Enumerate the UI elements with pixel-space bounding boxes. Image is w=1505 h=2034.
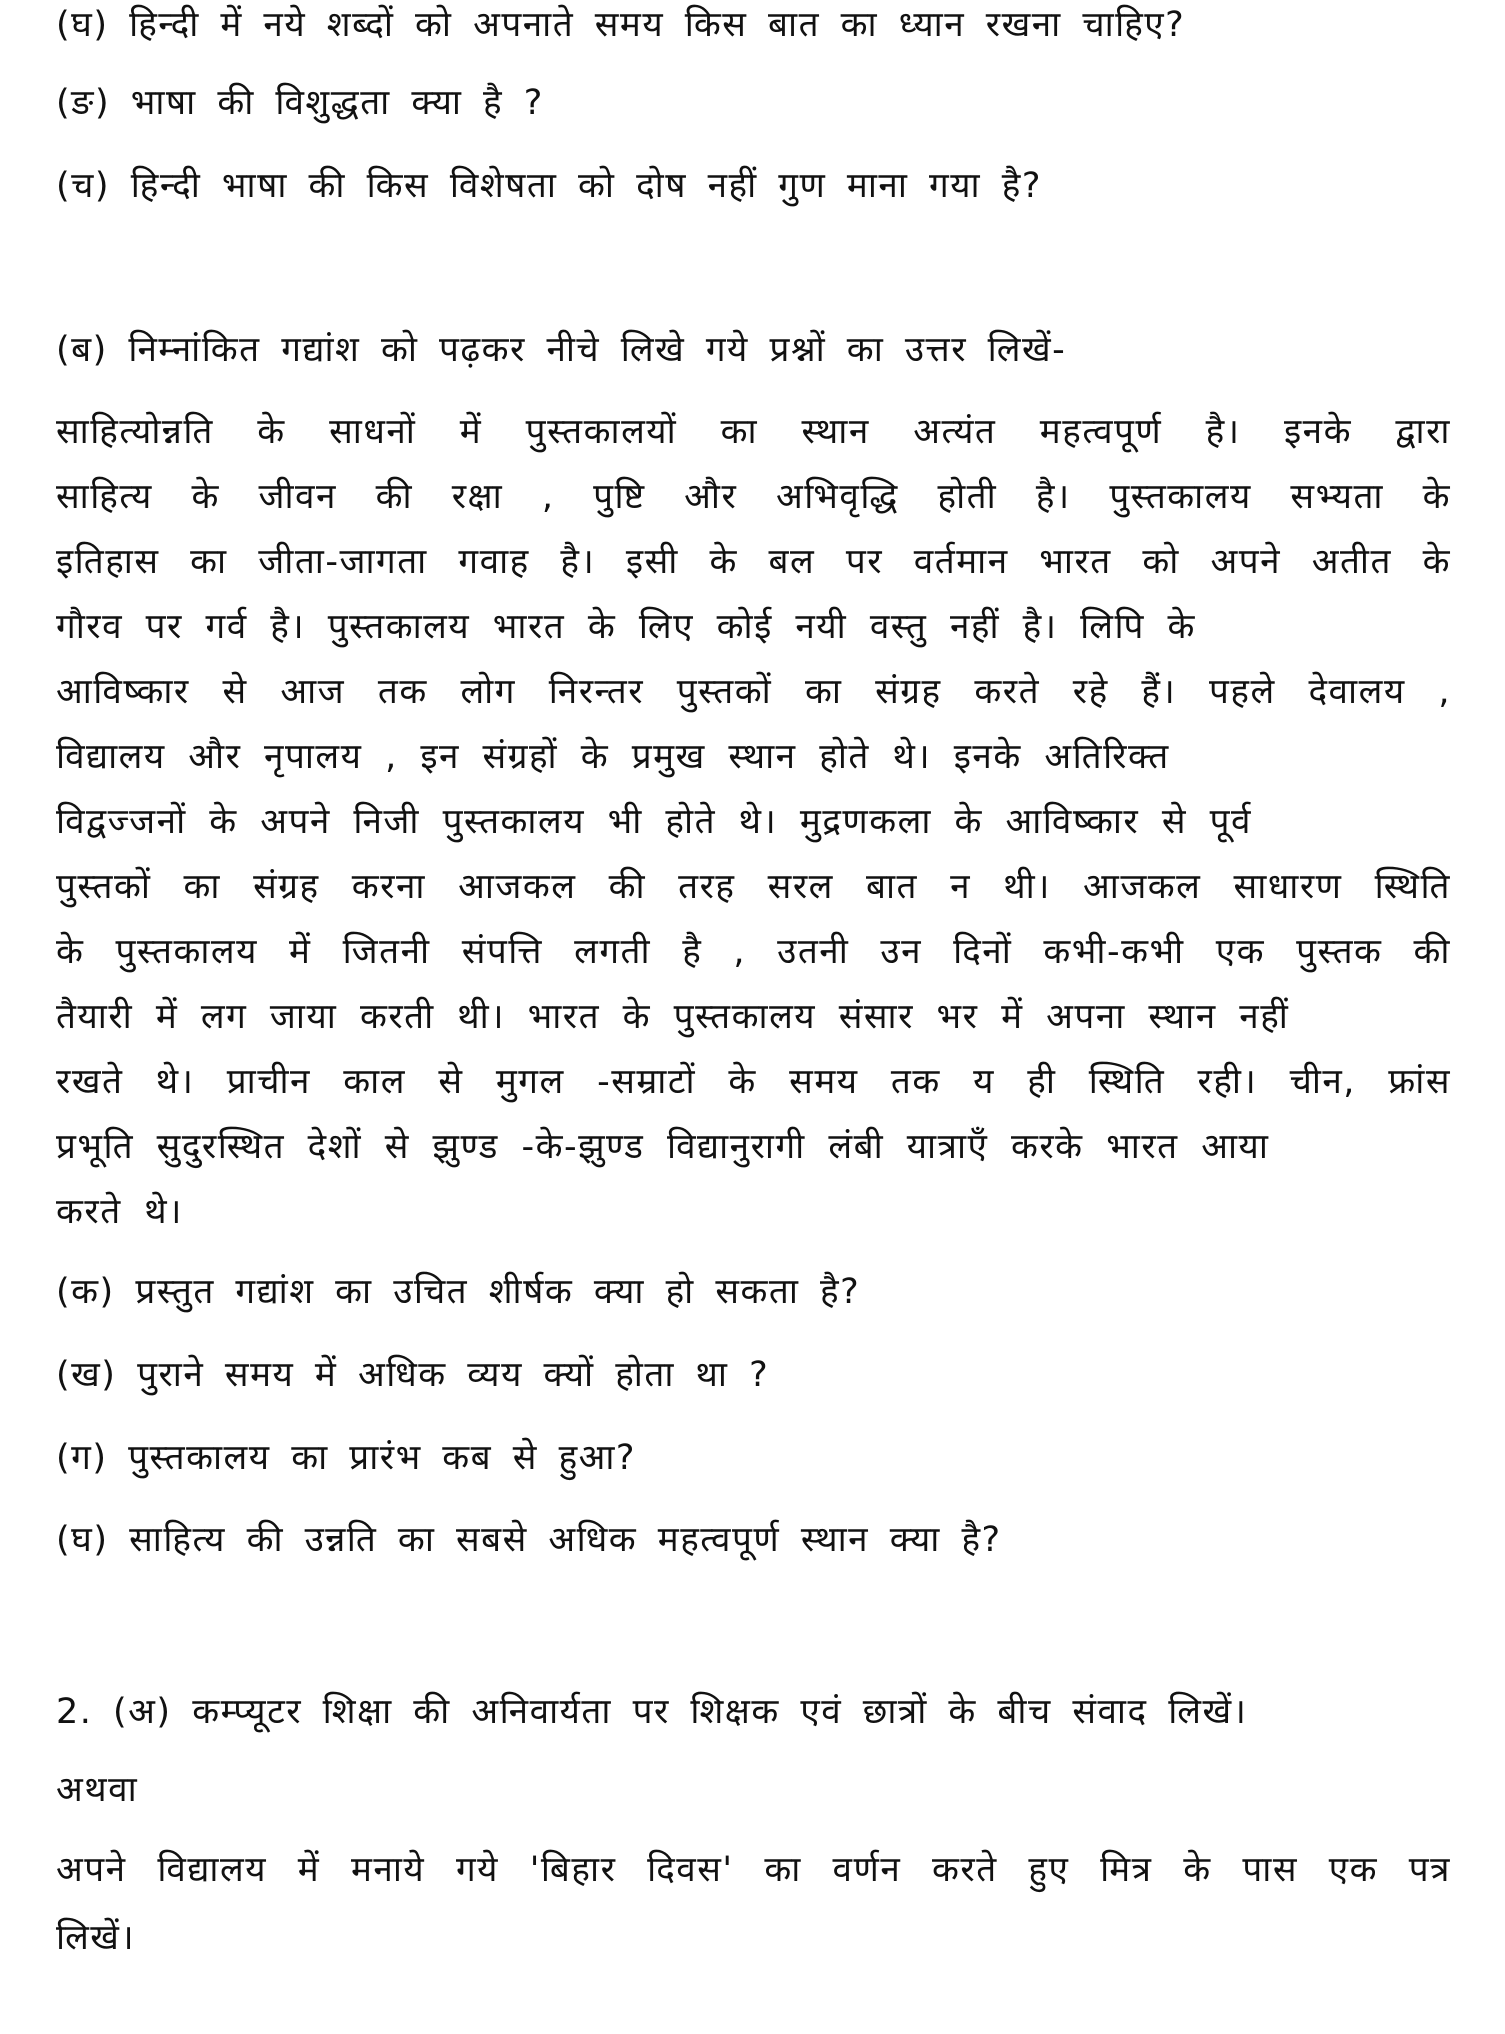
passage-line: पुस्तकों का संग्रह करना आजकल की तरह सरल बात न थी। आजकल साधारण स्थिति [56,867,1451,907]
question-text: पुराने समय में अधिक व्यय क्यों होता था ? [137,1355,770,1395]
question-cha [56,161,1042,211]
question-label: (क) [56,1272,115,1312]
question-kha [56,1350,769,1400]
question-text: भाषा की विशुद्धता क्या है ? [130,83,544,123]
question-text: प्रस्तुत गद्यांश का उचित शीर्षक क्या हो सकता है? [135,1272,861,1312]
question-text: पुस्तकालय का प्रारंभ कब से हुआ? [128,1438,637,1478]
passage-line: प्रभूति सुदुरस्थित देशों से झुण्ड -के-झुण्ड विद्यानुरागी लंबी यात्राएँ करके भारत आया [56,1127,1270,1167]
passage-line: साहित्योन्नति के साधनों में पुस्तकालयों का स्थान अत्यंत महत्वपूर्ण है। इनके द्वारा [56,412,1451,452]
question-text: हिन्दी भाषा की किस विशेषता को दोष नहीं गुण माना गया है? [130,166,1042,206]
passage-line: तैयारी में लग जाया करती थी। भारत के पुस्तकालय संसार भर में अपना स्थान नहीं [56,997,1290,1037]
question-label: (घ) [56,1520,109,1560]
passage-line: गौरव पर गर्व है। पुस्तकालय भारत के लिए कोई नयी वस्तु नहीं है। लिपि के [56,607,1196,647]
question-gha [56,0,1185,50]
question-2-prompt: 2. (अ) कम्प्यूटर शिक्षा की अनिवार्यता पर शिक्षक एवं छात्रों के बीच संवाद लिखें। [56,1692,1248,1732]
or-label: अथवा [56,1770,139,1810]
question-nga [56,78,544,128]
question-gha-b [56,1515,1002,1565]
passage-line: आविष्कार से आज तक लोग निरन्तर पुस्तकों का संग्रह करते रहे हैं। पहले देवालय , [56,672,1451,712]
question-label: (ङ) [56,83,111,123]
passage-line: इतिहास का जीता-जागता गवाह है। इसी के बल पर वर्तमान भारत को अपने अतीत के [56,542,1451,582]
passage-line: विद्यालय और नृपालय , इन संग्रहों के प्रमुख स्थान होते थे। इनके अतिरिक्त [56,737,1170,777]
question-ga [56,1433,636,1483]
passage-line: रखते थे। प्राचीन काल से मुगल -सम्राटों के समय तक य ही स्थिति रही। चीन, फ्रांस [56,1062,1451,1102]
question-label: (ख) [56,1355,117,1395]
question-label: (ग) [56,1438,108,1478]
question-text: हिन्दी में नये शब्दों को अपनाते समय किस बात का ध्यान रखना चाहिए? [129,5,1186,45]
alternative-question-line: लिखें। [56,1918,136,1958]
passage-line: करते थे। [56,1192,183,1232]
question-label: (च) [56,166,111,206]
section-b-heading: (ब) निम्नांकित गद्यांश को पढ़कर नीचे लिखे गये प्रश्नों का उत्तर लिखें- [56,330,1067,370]
question-ka [56,1267,860,1317]
passage-line: विद्वज्जनों के अपने निजी पुस्तकालय भी होते थे। मुद्रणकला के आविष्कार से पूर्व [56,802,1252,842]
alternative-question-line: अपने विद्यालय में मनाये गये 'बिहार दिवस' का वर्णन करते हुए मित्र के पास एक पत्र [56,1850,1451,1890]
passage-line: के पुस्तकालय में जितनी संपत्ति लगती है , उतनी उन दिनों कभी-कभी एक पुस्तक की [56,932,1451,972]
question-text: साहित्य की उन्नति का सबसे अधिक महत्वपूर्ण स्थान क्या है? [129,1520,1002,1560]
passage-line: साहित्य के जीवन की रक्षा , पुष्टि और अभिवृद्धि होती है। पुस्तकालय सभ्यता के [56,477,1451,517]
question-label: (घ) [56,5,109,45]
